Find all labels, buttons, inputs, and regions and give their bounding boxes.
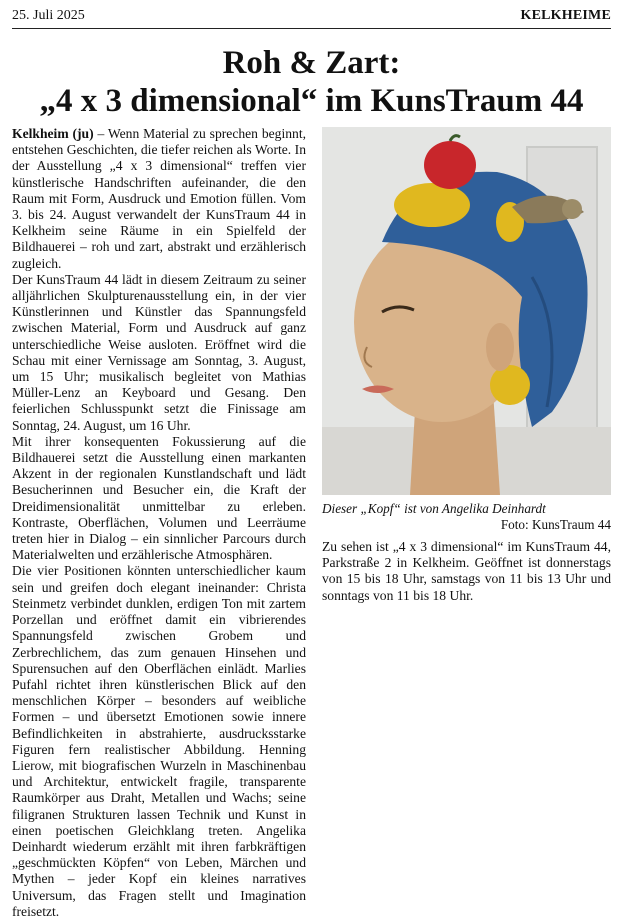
article-dateline: Kelkheim (ju) xyxy=(12,126,94,141)
article-paragraph-3: Mit ihrer konsequenten Fokussierung auf die Bildhauerei setzt die Ausstellung einen markanten Akzent in der regionalen Kunstlandschaft und lädt Besucherinnen und Besucher ein, die Kraft der Dreidimensionalität unmittelbar zu erleben. Kontraste, Oberflächen, Volumen und Leerräume treten hier in Dialog – ein sinnlicher Parcours durch Materialwelten und erzählerische Atmosphären. xyxy=(12,433,306,563)
article-paragraph-5: Zu sehen ist „4 x 3 dimensional“ im KunsTraum 44, Parkstraße 2 in Kelkheim. Geöffnet ist donnerstags von 15 bis 18 Uhr, samstags von 11 bis 13 Uhr und sonntags von 11 bis 18 Uhr. xyxy=(322,539,611,603)
issue-date: 25. Juli 2025 xyxy=(12,8,85,23)
headline-line-2: „4 x 3 dimensional“ im KunsTraum 44 xyxy=(39,83,584,119)
article-paragraph-4: Die vier Positionen könnten unterschiedlicher kaum sein und greifen doch elegant ineinander: Christa Steinmetz verbindet dunklen, erdigen Ton mit zartem Porzellan und eröffnet damit ein vibrierendes Spannungsfeld zwischen Grobem und Zerbrechlichem, das zum genauen Hinsehen und Spurensuchen auf den Oberflächen einlädt. Marlies Pufahl richtet ihren künstlerischen Blick auf den menschlichen Körper – besonders auf weibliche Formen – und übersetzt Emotionen sowie innere Befindlichkeiten in abstrahierte, ausdrucksstarke Figuren fern realistischer Abbildung. Henning Lierow, mit biografischen Wurzeln in Maschinenbau und Architektur, entwickelt fragile, transparente Raumkörper aus Draht, Metallen und Wachs; seine filigranen Strukturen lassen Technik und Kunst in einen poetischen Gleichklang treten. Angelika Deinhardt wiederum erzählt mit ihren farbkräftigen „geschmückten Köpfen“ von Leben, Märchen und Mythen – jeder Kopf ein kleines narratives Universum, das Fragen stellt und Imagination freisetzt. xyxy=(12,563,306,919)
photo-credit: Foto: KunsTraum 44 xyxy=(500,517,611,532)
article-headline xyxy=(0,44,623,120)
page-header xyxy=(12,6,611,29)
headline-line-1: Roh & Zart: xyxy=(222,45,401,81)
sculpture-photo xyxy=(322,127,611,495)
photo-caption: Dieser „Kopf“ ist von Angelika Deinhardt xyxy=(322,501,546,516)
lead-text: – Wenn Material zu sprechen beginnt, entstehen Geschichten, die tiefer reichen als Worte. In der Ausstellung „4 x 3 dimensional“ treffen vier künstlerische Handschriften aufeinander, die den Raum mit Form, Ausdruck und Emotion füllen. Vom 3. bis 24. August verwandelt der KunsTraum 44 in Kelkheim seine Räume in ein Spielfeld der Bildhauerei – roh und zart, abstrakt und erzählerisch zugleich. xyxy=(12,126,306,271)
article-paragraph-lead xyxy=(12,126,306,272)
article-paragraph-2: Der KunsTraum 44 lädt in diesem Zeitraum zu seiner alljährlichen Skulpturenausstellung ein, in der vier Künstlerinnen und Künstler das Spannungsfeld zwischen Material, Form und Ausdruck auf ganz unterschiedliche Weise ausloten. Eröffnet wird die Schau mit einer Vernissage am Sonntag, 3. August, um 15 Uhr; musikalisch begleitet von Mathias Müller-Lenz an Keyboard und Gesang. Den feierlichen Schlusspunkt setzt die Finissage am Sonntag, 24. August, um 16 Uhr. xyxy=(12,271,306,433)
article-column-left xyxy=(12,126,306,920)
article-column-right xyxy=(322,539,611,604)
sculpture-illustration xyxy=(322,127,611,495)
section-name: KELKHEIME xyxy=(520,8,611,23)
